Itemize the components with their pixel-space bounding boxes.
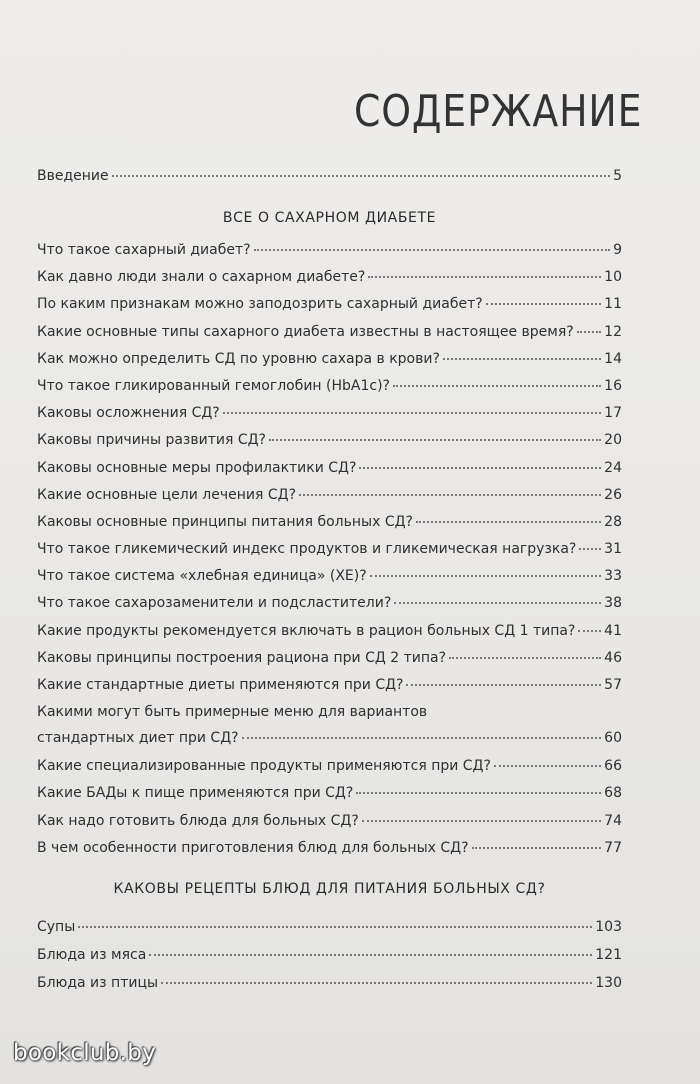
dot-leader (486, 303, 602, 305)
toc-entry-page: 66 (604, 758, 622, 775)
section-diabetes-list (37, 241, 622, 694)
toc-entry (37, 459, 622, 477)
dot-leader (394, 602, 601, 604)
toc-entry-page: 28 (604, 513, 622, 530)
toc-entry-title: Какие БАДы к пище применяются при СД? (37, 785, 354, 802)
dot-leader (223, 412, 601, 414)
toc-entry-page: 103 (595, 918, 622, 935)
toc-entry (37, 839, 622, 857)
toc-entry-title: Супы (37, 918, 76, 935)
spacer (37, 227, 622, 241)
toc-entry-page: 68 (604, 785, 622, 802)
spacer (37, 866, 622, 880)
toc-entry-page: 24 (604, 459, 622, 476)
section-heading-recipes: КАКОВЫ РЕЦЕПТЫ БЛЮД ДЛЯ ПИТАНИЯ БОЛЬНЫХ СД? (113, 880, 546, 897)
dot-leader (362, 820, 601, 822)
toc-entry-title: Каковы основные меры профилактики СД? (37, 459, 357, 476)
toc-entry-page: 77 (604, 839, 622, 856)
toc-entry (37, 812, 622, 830)
toc-entry (37, 323, 622, 341)
spacer (37, 898, 622, 918)
toc-entry-page: 60 (604, 730, 622, 747)
toc-entry-page: 74 (604, 812, 622, 829)
toc-entry-title: Как надо готовить блюда для больных СД? (37, 812, 359, 829)
toc-entry (37, 622, 622, 640)
toc-entry-title: Что такое система «хлебная единица» (ХЕ)? (37, 568, 367, 585)
toc-entry (37, 567, 622, 585)
toc-entry-title: Блюда из мяса (37, 946, 147, 963)
toc-entry-title-line1: Какими могут быть примерные меню для вариантов (37, 704, 428, 721)
dot-leader (443, 358, 601, 360)
spacer (37, 185, 622, 209)
dot-leader (577, 331, 601, 333)
toc-entry (37, 649, 622, 667)
dot-leader (242, 737, 602, 739)
dot-leader (368, 276, 601, 278)
toc-entry (37, 295, 622, 313)
toc-entry (37, 241, 622, 259)
dot-leader (406, 684, 601, 686)
toc-entry-title: Какие основные типы сахарного диабета известны в настоящее время? (37, 323, 574, 340)
dot-leader (393, 385, 601, 387)
dot-leader (269, 439, 601, 441)
toc-entry (37, 540, 622, 558)
toc-entry-title: Каковы осложнения СД? (37, 405, 220, 422)
toc-entry-title: Что такое гликемический индекс продуктов и гликемическая нагрузка? (37, 541, 577, 558)
toc-entry (37, 377, 622, 395)
toc-entry (37, 918, 622, 936)
toc-entry-page: 20 (604, 432, 622, 449)
toc-entry-title: Какие стандартные диеты применяются при СД? (37, 677, 404, 693)
dot-leader (299, 494, 601, 496)
dot-leader (78, 926, 592, 928)
toc-entry-page: 9 (613, 242, 622, 258)
table-of-contents (37, 167, 622, 1002)
toc-entry-page: 38 (604, 595, 622, 612)
toc-entry (37, 946, 622, 964)
dot-leader (254, 249, 611, 251)
toc-entry (37, 404, 622, 422)
toc-entry-title: Какие специализированные продукты применяются при СД? (37, 758, 491, 775)
toc-entry-title: Каковы принципы построения рациона при СД 2 типа? (37, 649, 447, 666)
toc-entry-page: 41 (604, 622, 622, 639)
toc-entry-page: 121 (595, 946, 622, 963)
toc-entry-title: Блюда из птицы (37, 974, 159, 991)
dot-leader (359, 467, 601, 469)
toc-entry-page: 130 (595, 974, 622, 991)
toc-entry-title: Введение (37, 168, 109, 184)
toc-entry-title: Какие основные цели лечения СД? (37, 486, 296, 503)
toc-entry-title: Каковы основные принципы питания больных СД? (37, 513, 413, 530)
toc-entry-page: 11 (604, 296, 622, 313)
toc-entry (37, 974, 622, 992)
dot-leader (449, 657, 601, 659)
toc-entry-title: Что такое гликированный гемоглобин (HbA1c)? (37, 377, 390, 394)
toc-entry-page: 31 (604, 541, 622, 558)
toc-entry-page: 10 (604, 269, 622, 286)
toc-entry-intro (37, 167, 622, 185)
toc-entry (37, 513, 622, 531)
toc-entry-page: 26 (604, 486, 622, 503)
watermark-logo: bookclub.by (13, 1040, 157, 1066)
toc-entry-title-line2: стандартных диет при СД? (37, 730, 239, 747)
toc-entry-title: В чем особенности приготовления блюд для больных СД? (37, 839, 469, 856)
toc-entry-page: 57 (604, 677, 622, 693)
toc-entry-title: Что такое сахарный диабет? (37, 242, 251, 258)
section-heading-diabetes: ВСЕ О САХАРНОМ ДИАБЕТЕ (222, 210, 437, 226)
toc-entry (37, 757, 622, 775)
dot-leader (370, 575, 602, 577)
dot-leader (472, 847, 602, 849)
dot-leader (494, 765, 601, 767)
toc-entry-title: Какие продукты рекомендуется включать в рацион больных СД 1 типа? (37, 622, 576, 639)
toc-entry-page: 14 (604, 350, 622, 367)
toc-entry-page: 33 (604, 568, 622, 585)
toc-entry-page: 5 (613, 168, 622, 184)
toc-entry (37, 784, 622, 802)
contents-heading: СОДЕРЖАНИЕ (353, 86, 642, 137)
toc-entry-title: Как можно определить СД по уровню сахара в крови? (37, 350, 440, 367)
toc-entry-title: Как давно люди знали о сахарном диабете? (37, 269, 366, 286)
dot-leader (356, 792, 601, 794)
toc-entry-title: Каковы причины развития СД? (37, 432, 266, 449)
dot-leader (161, 982, 592, 984)
toc-entry-page: 46 (604, 649, 622, 666)
toc-entry (37, 676, 622, 694)
toc-entry (37, 268, 622, 286)
toc-entry-page: 17 (604, 405, 622, 422)
toc-entry-title: По каким признакам можно заподозрить сахарный диабет? (37, 296, 483, 313)
section-recipes-list (37, 918, 622, 992)
dot-leader (149, 954, 592, 956)
toc-entry (37, 431, 622, 449)
toc-entry (37, 350, 622, 368)
toc-entry (37, 486, 622, 504)
dot-leader (578, 630, 601, 632)
toc-entry-page: 12 (604, 323, 622, 340)
toc-entry-wrapped (37, 703, 622, 747)
dot-leader (416, 521, 601, 523)
dot-leader (579, 548, 601, 550)
dot-leader (112, 175, 610, 177)
toc-entry (37, 594, 622, 612)
toc-entry-title: Что такое сахарозаменители и подсластители? (37, 595, 392, 612)
toc-entry-page: 16 (604, 377, 622, 394)
section-diabetes-list-continued (37, 757, 622, 857)
